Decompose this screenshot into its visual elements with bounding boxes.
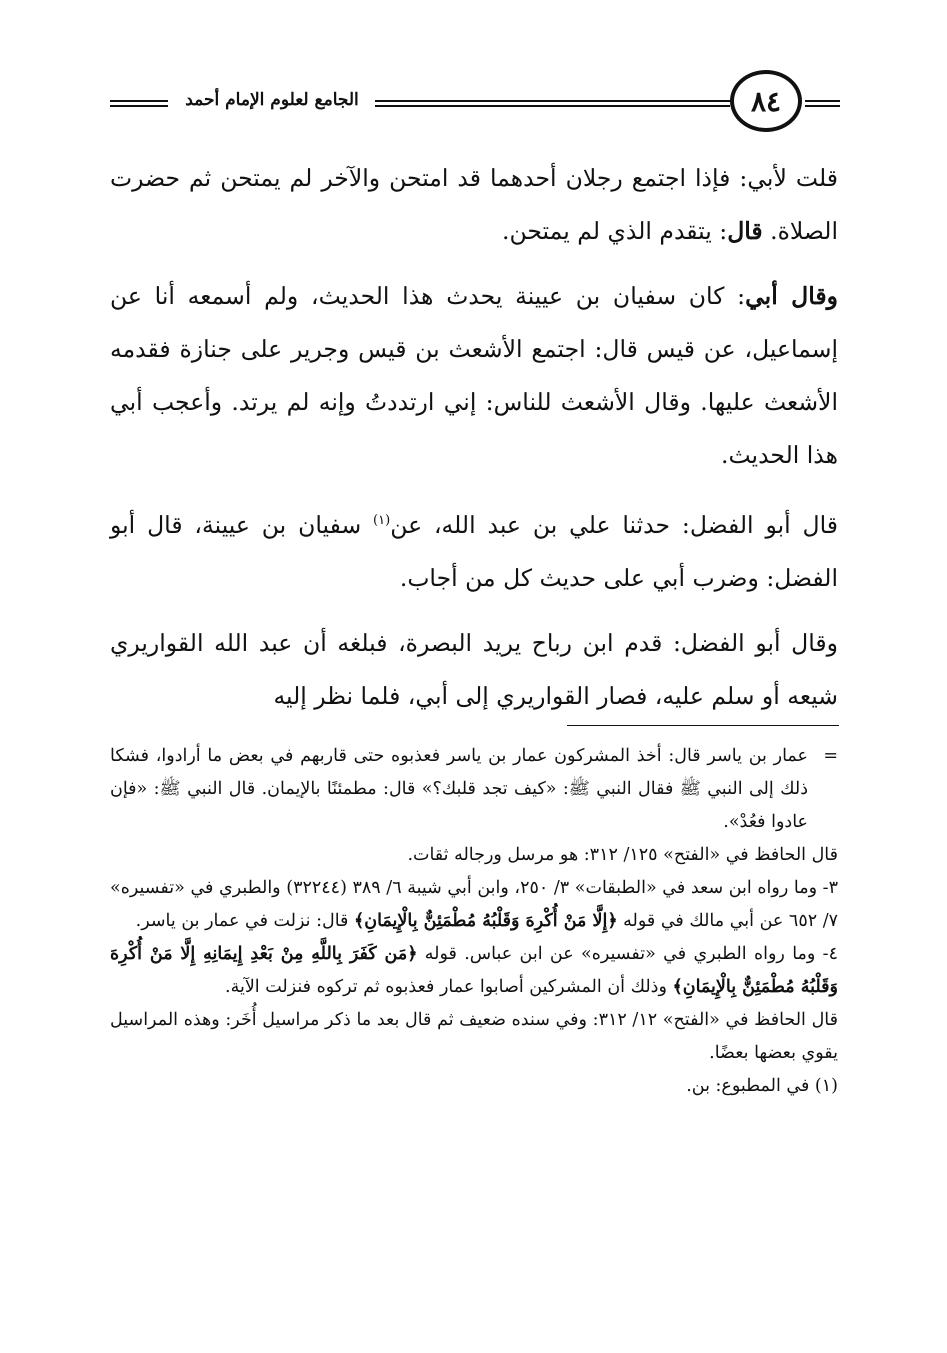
paragraph-1 (110, 152, 838, 258)
fath-note-1: قال الحافظ في «الفتح» ١٢٥/ ٣١٢: هو مرسل ورجاله ثقات. (407, 845, 838, 865)
footnote-item-3 (110, 872, 838, 938)
paragraph-4 (110, 617, 838, 723)
n4-text-a: ٤- وما رواه الطبري في «تفسيره» عن ابن عباس. قوله (417, 944, 838, 964)
paragraph-2 (110, 270, 838, 482)
header-rule-left (110, 100, 168, 107)
continuation-text: عمار بن ياسر قال: أخذ المشركون عمار بن ياسر فعذبوه حتى قاربهم في بعض ما أرادوا، فشكا ذلك إلى النبي ﷺ فقال النبي ﷺ: «كيف تجد قلبك؟» قال: مطمئنًا بالإيمان. قال النبي ﷺ: «فإن عادوا فعُدْ». (110, 746, 808, 832)
n4-quran-verse: ﴿مَن كَفَرَ بِاللَّهِ مِنْ بَعْدِ إِيمَانِهِ إِلَّا مَنْ أُكْرِهَ وَقَلْبُهُ مُطْمَئِنٌّ بِالْإِيمَانِ﴾ (110, 944, 838, 997)
continuation-mark: = (823, 746, 838, 766)
footnote-ref-1[interactable]: (١) (373, 513, 391, 528)
footnote-separator (567, 725, 839, 726)
paragraph-3 (110, 494, 838, 605)
header-rule-right (805, 100, 840, 107)
p3-text-a: قال أبو الفضل: حدثنا علي بن عبد الله، عن (390, 510, 839, 539)
page-header (110, 70, 840, 140)
p1-text-c: : يتقدم الذي لم يمتحن. (502, 217, 728, 245)
fath-note-2: قال الحافظ في «الفتح» ١٢/ ٣١٢: وفي سنده ضعيف ثم قال بعد ما ذكر مراسيل أُخَر: وهذه المراسيل يقوي بعضها بعضًا. (110, 1010, 838, 1063)
p1-text-a: قلت لأبي: فإذا اجتمع رجلان أحدهما قد امتحن والآخر لم يمتحن ثم حضرت الصلاة. (110, 164, 838, 245)
n3-quran-verse: ﴿إِلَّا مَنْ أُكْرِهَ وَقَلْبُهُ مُطْمَئِنٌّ بِالْإِيمَانِ﴾ (353, 911, 618, 931)
footnote-item-4 (110, 938, 838, 1004)
footnote-1: (١) في المطبوع: بن. (686, 1076, 838, 1096)
main-text (110, 152, 838, 735)
p2-speaker: وقال أبي (745, 282, 838, 310)
header-rule-middle (375, 100, 730, 107)
page-number: ٨٤ (730, 70, 802, 132)
footnote-continuation (110, 740, 838, 839)
p3-text-b: سفيان بن عيينة، قال أبو الفضل: وضرب أبي على حديث كل من أجاب. (110, 510, 838, 592)
n3-text-a: ٣- وما رواه ابن سعد في «الطبقات» ٣/ ٢٥٠، وابن أبي شيبة ٦/ ٣٨٩ (٣٢٢٤٤) والطبري في «تفسيره» ٧/ ٦٥٢ عن أبي مالك في قوله (110, 878, 838, 931)
n4-text-b: وذلك أن المشركين أصابوا عمار فعذبوه ثم تركوه فنزلت الآية. (225, 977, 673, 997)
running-title: الجامع لعلوم الإمام أحمد (185, 90, 359, 110)
p2-text: : كان سفيان بن عيينة يحدث هذا الحديث، ولم أسمعه أنا عن إسماعيل، عن قيس قال: اجتمع الأشعث بن قيس وجرير على جنازة فقدمه الأشعث عليها. وقال الأشعث للناس: إني ارتددتُ وإنه لم يرتد. وأعجب أبي هذا الحديث. (110, 282, 838, 469)
p1-qala: قال (727, 217, 763, 245)
footnotes (110, 740, 838, 1103)
p4-text: وقال أبو الفضل: قدم ابن رباح يريد البصرة، فبلغه أن عبد الله القواريري شيعه أو سلم عليه، فصار القواريري إلى أبي، فلما نظر إليه (110, 628, 838, 710)
n3-text-b: قال: نزلت في عمار بن ياسر. (135, 911, 354, 931)
